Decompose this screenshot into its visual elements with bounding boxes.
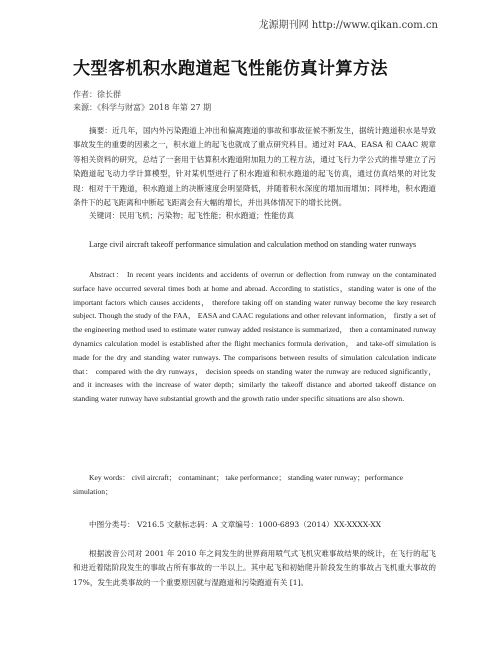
keywords-cn: 关键词：民用飞机；污染物；起飞性能；积水跑道；性能仿真 — [89, 211, 295, 220]
keywords-en: Key words： civil aircraft； contaminant； take performance； standing water runway；performance simulation； — [73, 473, 403, 496]
intro-paragraph: 根据波音公司对 2001 年 2010 年之间发生的世界商用喷气式飞机灾难事故结果的统计，在飞行的起飞和进近着陆阶段发生的事故占所有事故的一半以上。其中起飞和初始爬升阶段发生的事故占飞机重大事故的 17%，发生此类事故的一个重要原因就与湿跑道和污染跑道有关 [1]。 — [73, 549, 436, 587]
article-title: 大型客机积水跑道起飞性能仿真计算方法 — [73, 59, 388, 79]
site-header: 龙源期刊网 http://www.qikan.com.cn — [258, 20, 438, 31]
source-line: 来源：《科学与财富》2018 年第 27 期 — [73, 103, 212, 112]
abstract-en: Abstract： In recent years incidents and accidents of overrun or deflection from runway on the contaminated surface have occurred several times both at home and abroad. According to statistics，standing water is one of the important factors which causes accidents， therefore taking off on standing water runway become the key research subject. Though the study of the FAA， EASA and CAAC regulations and other relevant information， firstly a set of the engineering method used to estimate water runway added resistance is summarized， then a contaminated runway dynamics calculation model is established after the flight mechanics formula derivation， and take-off simulation is made for the dry and standing water runways. The comparisons between results of simulation calculation indicate that： compared with the dry runways， decision speeds on standing water the runway are reduced significantly， and it increases with the increase of water depth；similarly the takeoff distance and aborted takeoff distance on standing water runway have substantial growth and the growth ratio under specific situations are also shown. — [73, 270, 436, 404]
classification-line: 中图分类号： V216.5 文献标志码：A 文章编号：1000-6893（2014）XX-XXXX-XX — [89, 520, 382, 529]
abstract-cn: 摘要：近几年，国内外污染跑道上冲出和偏离跑道的事故和事故征候不断发生，据统计跑道积水是导致事故发生的重要的因素之一，积水道上的起飞也就成了重点研究科目。通过对 FAA、EASA 和 CAAC 规章等相关资料的研究，总结了一套用于估算积水跑道附加阻力的工程方法，通过飞行力学公式的推导建立了污染跑道起飞动力学计算模型，针对某机型进行了积水跑道和积水跑道的起飞仿真，通过仿真结果的对比发现：相对于干跑道，积水跑道上的决断速度会明显降低，并随着积水深度的增加而增加；同样地，积水跑道条件下的起飞距离和中断起飞距离会有大幅的增长，并出具体情况下的增长比例。 — [73, 126, 436, 208]
author-line: 作者：徐长群 — [73, 90, 121, 99]
english-title: Large civil aircraft takeoff performance simulation and calculation method on standing water runways — [89, 240, 417, 249]
